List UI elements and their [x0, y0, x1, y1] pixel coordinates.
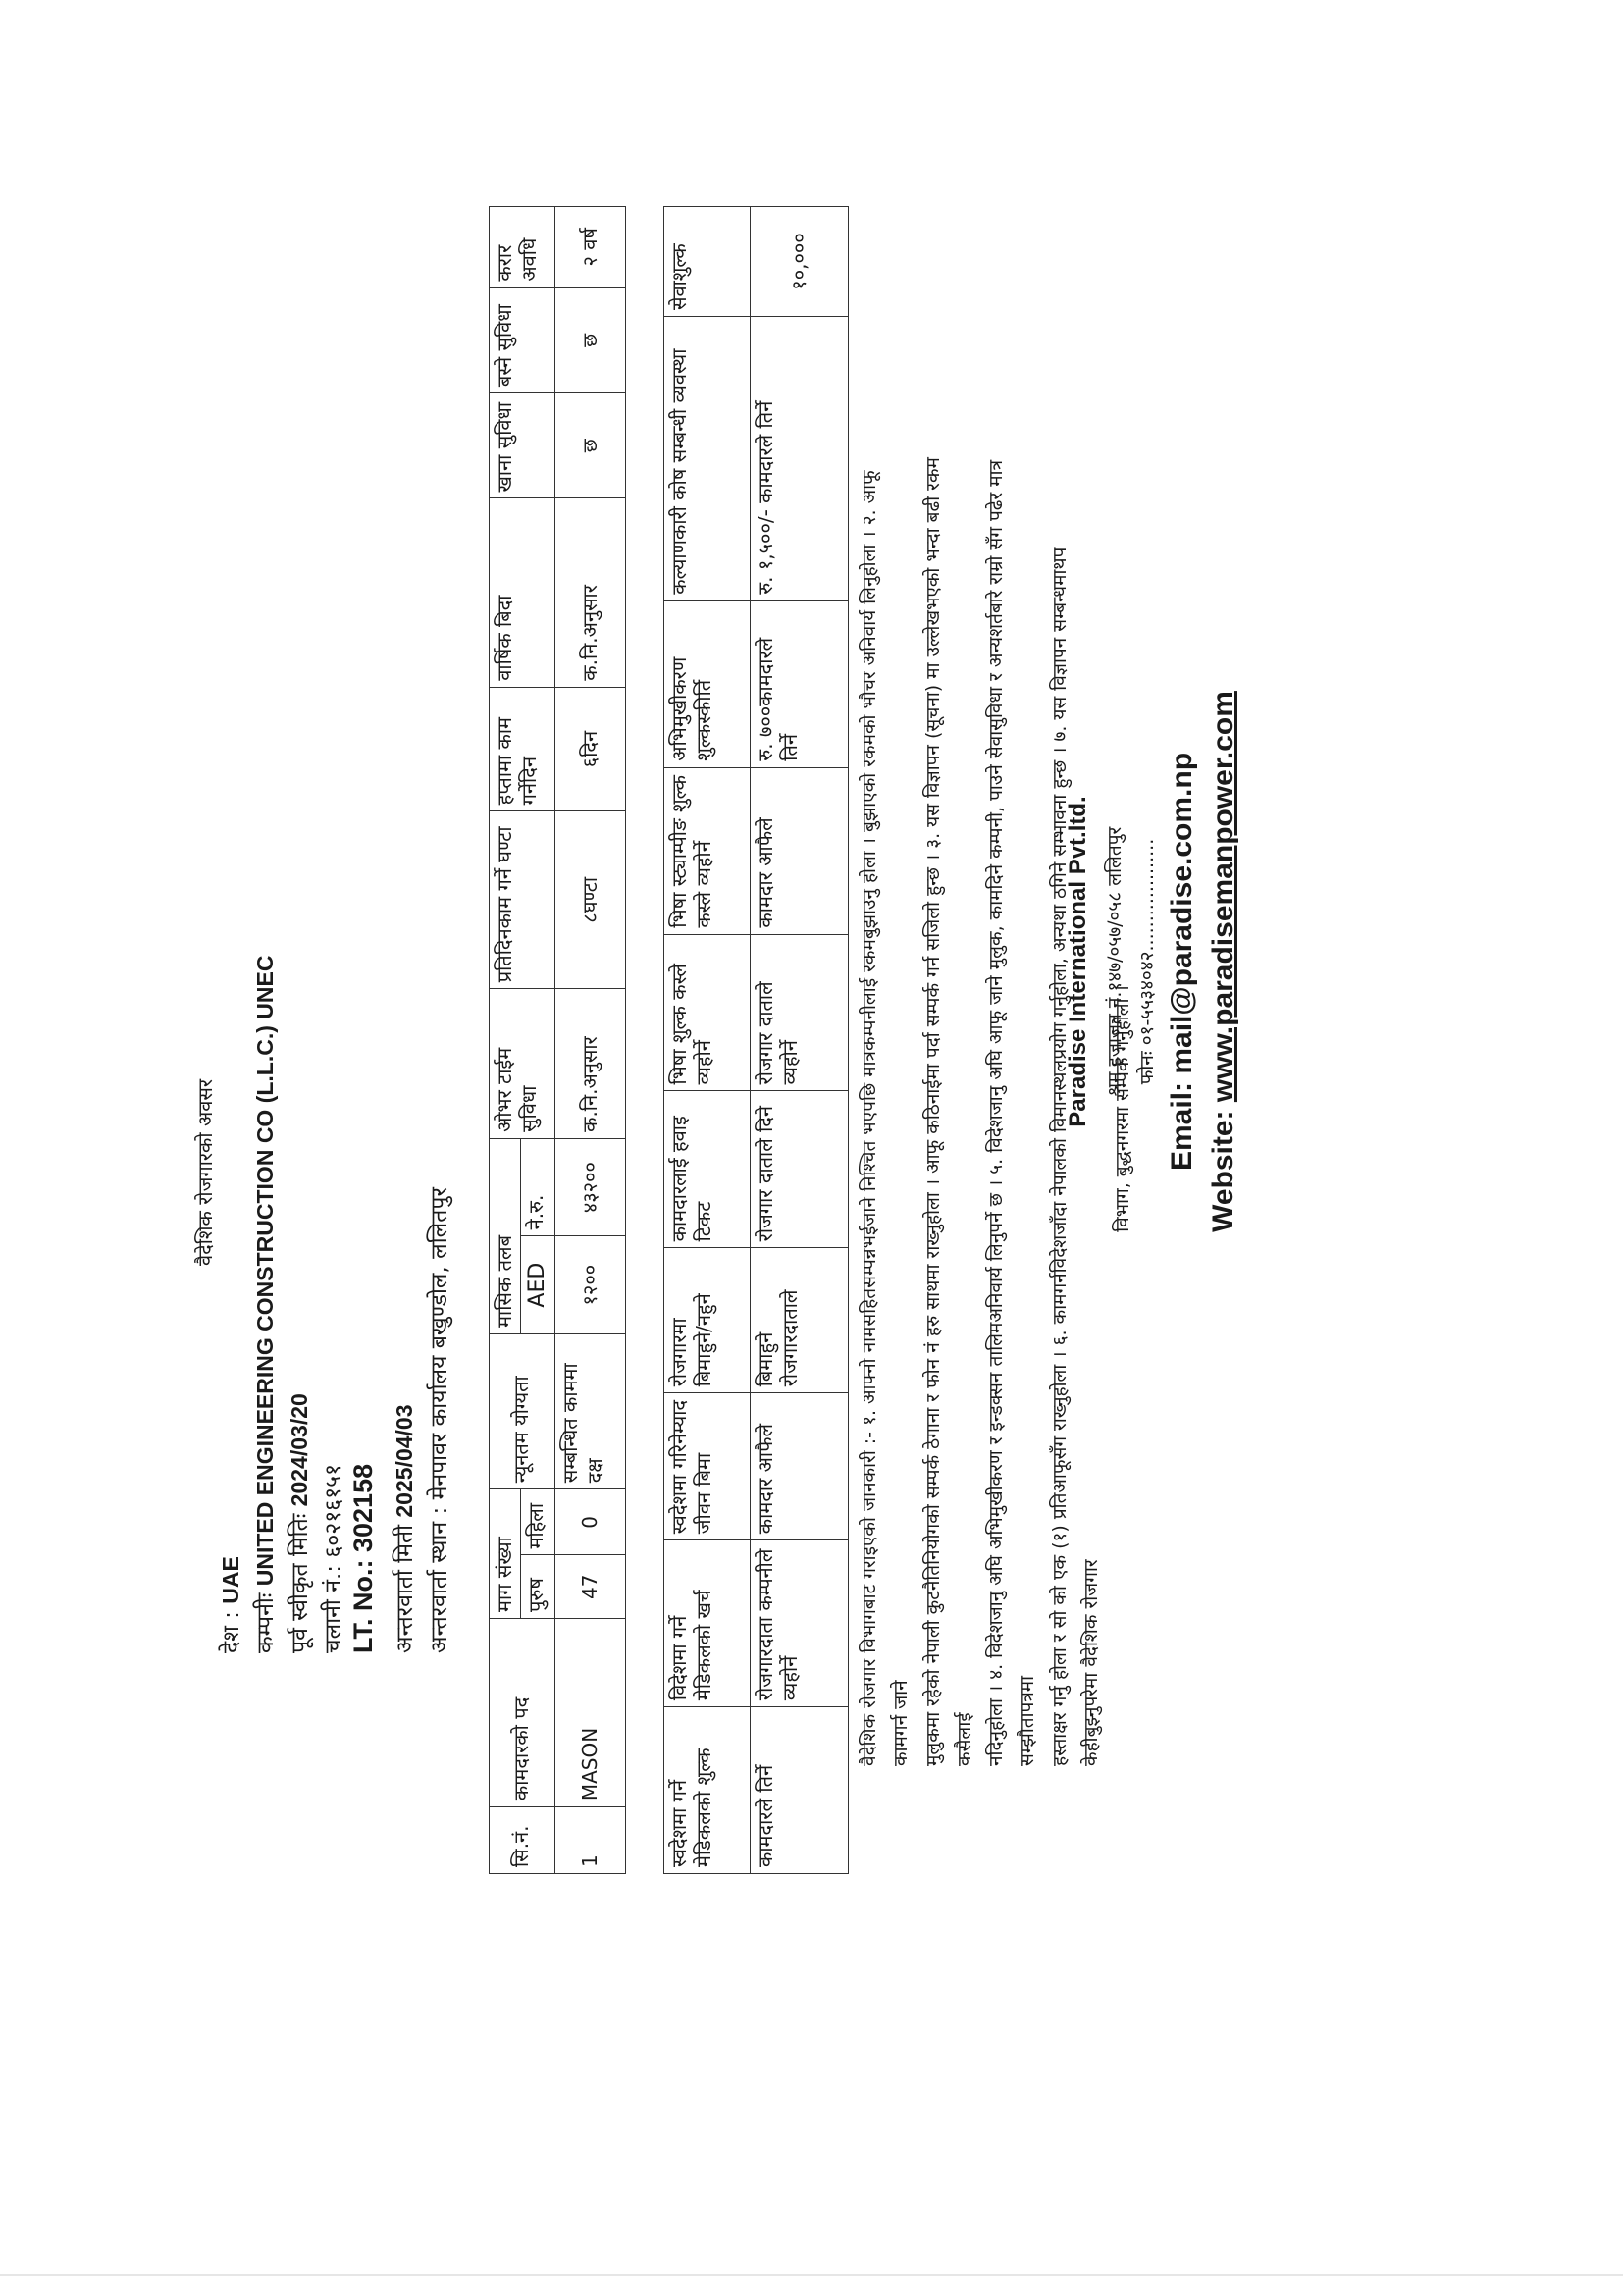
- notice-notes: [854, 451, 1139, 1766]
- cell-post: MASON: [554, 1618, 625, 1806]
- interview-date: 2025/04/03: [392, 1404, 417, 1518]
- country-label: देश :: [219, 1611, 244, 1653]
- note-line: नदिनुहोला । ४. विदेशजानु अघि अभिमुखीकरण र इन्डक्सन तालिमअनिवार्य लिनुपर्ने छ । ५. विदेशजानु अघि आफू जाने मुलुक, कामदिने कम्पनी, पाउने सेवासुविधा र अन्यशर्तबारे राम्रो सँग पढेर मात्र सम्झौतापत्रमा: [985, 459, 1039, 1766]
- cell-weekly-days: ६दिन: [554, 687, 625, 811]
- header-contract: करार अवधि: [490, 207, 555, 288]
- cell-female: 0: [554, 1489, 625, 1555]
- agency-license: श्रम इजाजत नं.१४७/०५७/०५८ ललितपुर: [1104, 826, 1126, 1097]
- fees-value-cell: कामदार आफैले: [751, 1393, 849, 1540]
- header-post: कामदारको पद: [490, 1618, 555, 1806]
- note-line: मुलुकमा रहेको नेपाली कुटनैतिनियोगको सम्पर्क ठेगाना र फोन नं हरु साथमा राख्नुहोला । आफू कठिनाईमा पर्दा सम्पर्क गर्न सजिलो हुन्छ । ३. यस विज्ञापन (सूचना) मा उल्लेखभएको भन्दा बढी रकम कसैलाई: [921, 457, 975, 1766]
- cell-accommodation: छ: [554, 287, 625, 392]
- fees-value-cell: रु. १,५००/- कामदारले तिर्ने: [751, 317, 849, 601]
- cell-overtime: क.नि.अनुसार: [554, 989, 625, 1139]
- cell-male: 47: [554, 1555, 625, 1618]
- fees-value-row: [751, 207, 849, 1874]
- approval-date: 2024/03/20: [287, 1393, 312, 1507]
- header-accommodation: बस्ने सुविधा: [490, 287, 555, 392]
- website-label: Website:: [1207, 1110, 1239, 1232]
- page-fold-line: [0, 2274, 1623, 2276]
- header-overtime: ओभर टाईम सुविधा: [490, 989, 555, 1139]
- agency-email: Email: mail@paradise.com.np: [1166, 752, 1198, 1172]
- cell-daily-hours: ८घण्टा: [554, 811, 625, 989]
- fees-header-cell: विदेशमा गर्ने मेडिकलको खर्च: [664, 1540, 751, 1707]
- fees-value-cell: कामदार आफैले: [751, 767, 849, 934]
- agency-name: Paradise International Pvt.ltd.: [1065, 796, 1091, 1127]
- country-line: [214, 1556, 245, 1653]
- cell-sn: 1: [554, 1807, 625, 1874]
- fees-header-cell: कामदारलाई हवाइ टिकट: [664, 1091, 751, 1248]
- header-qualification: न्यूनतम योग्यता: [490, 1333, 555, 1488]
- job-table: [489, 206, 626, 1874]
- approval-label: पूर्व स्वीकृत मितिः: [288, 1513, 313, 1653]
- note-line: विभाग, बुद्धनगरमा सम्पर्क गर्नुहोला ।: [1112, 985, 1134, 1232]
- agency-phone: फोनः ०१-५५३४०४२...................: [1136, 838, 1158, 1085]
- agency-website: [1207, 687, 1240, 1236]
- company-label: कम्पनीः: [253, 1592, 279, 1653]
- header-annual-leave: वार्षिक बिदा: [490, 498, 555, 687]
- table-header-row: [490, 207, 521, 1874]
- note-line: हस्ताक्षर गर्नु होला र सो को एक (१) प्रतिआफूसँग राख्नुहोला । ६. कामगर्नविदेशजाँदा नेपालको विमानस्थलप्रयोग गर्नुहोला, अन्यथा ठगिने सम्भावना हुन्छ । ७. यस विज्ञापन सम्बन्धमाथप केहीबुझ्नुपरेमा वैदेशिक रोजगार: [1048, 547, 1103, 1766]
- lt-label: LT. No.:: [348, 1559, 378, 1653]
- cell-food: छ: [554, 393, 625, 498]
- company-line: [248, 956, 280, 1653]
- fees-header-cell: भिषा शुल्क कस्ले व्यहोर्ने: [664, 934, 751, 1091]
- country-value: UAE: [218, 1556, 243, 1604]
- lt-number-line: [348, 1464, 379, 1653]
- fees-header-cell: कल्याणकारी कोष सम्बन्धी व्यवस्था: [664, 317, 751, 601]
- heading: वैदेशिक रोजगारको अवसर: [193, 1078, 217, 1266]
- interview-date-line: [388, 1404, 419, 1653]
- dispatch-line: [316, 1464, 347, 1653]
- fees-value-cell: कामदारले तिर्ने: [751, 1707, 849, 1874]
- fees-value-cell: १०,०००: [751, 207, 849, 317]
- dispatch-number: ६०२१६१५१: [321, 1463, 346, 1558]
- fees-value-cell: बिमाहुने रोजगारदाताले: [751, 1248, 849, 1393]
- fees-header-cell: अभिमुखीकरण शुल्कस्कीर्ति: [664, 600, 751, 767]
- fees-header-row: [664, 207, 751, 1874]
- fees-value-cell: रु. ७००कामदारले तिर्ने: [751, 600, 849, 767]
- dispatch-label: चलानी नं.:: [321, 1564, 346, 1653]
- cell-npr: ४३२००: [554, 1138, 625, 1236]
- fees-value-cell: रोजगार दाताले व्यहोर्ने: [751, 934, 849, 1091]
- interview-date-label: अन्तरवार्ता मिती: [393, 1524, 418, 1653]
- fees-header-cell: रोजगारमा बिमाहुने/नहुने: [664, 1248, 751, 1393]
- table-row: [554, 207, 625, 1874]
- header-female: महिला: [521, 1489, 555, 1555]
- lt-number: 302158: [348, 1463, 378, 1552]
- cell-annual-leave: क.नि.अनुसार: [554, 498, 625, 687]
- cell-qualification: सम्बन्धित काममा दक्ष: [554, 1333, 625, 1488]
- fees-header-cell: भिषा स्ट्याम्पीङ शुल्क कस्ले व्यहोर्ने: [664, 767, 751, 934]
- cell-aed: १२००: [554, 1236, 625, 1334]
- header-demand: माग संख्या: [490, 1489, 521, 1619]
- note-line: वैदेशिक रोजगार विभागबाट गराइएको जानकारी :- १. आफ्नो नामसहितसम्पन्नभईजाने निश्चित भएपछि मात्रकम्पनीलाई रकमबुझाउनु होला । बुझाएको रकमको भौचर अनिवार्य लिनुहोला । २. आफू कामगर्न जाने: [859, 470, 913, 1766]
- fees-header-cell: सेवाशुल्क: [664, 207, 751, 317]
- header-aed: AED: [521, 1236, 555, 1334]
- fees-value-cell: रोजगारदाता कम्पनीले व्यहोर्ने: [751, 1540, 849, 1707]
- fees-value-cell: रोजगार दाताले दिने: [751, 1091, 849, 1248]
- website-link[interactable]: www.paradisemanpower.com: [1207, 691, 1239, 1103]
- cell-contract: २ वर्ष: [554, 207, 625, 288]
- header-sn: सि.नं.: [490, 1807, 555, 1874]
- header-male: पुरुष: [521, 1555, 555, 1618]
- fees-table: [663, 206, 849, 1874]
- header-weekly-days: हप्तामा काम गर्नेदिन: [490, 687, 555, 811]
- company-name: UNITED ENGINEERING CONSTRUCTION CO (L.L.C.) UNEC: [252, 955, 278, 1587]
- fees-header-cell: स्वदेशमा गर्ने मेडिकलको शुल्क: [664, 1707, 751, 1874]
- approval-line: [283, 1393, 314, 1653]
- header-npr: ने.रु.: [521, 1138, 555, 1236]
- header-food: खाना सुविधा: [490, 393, 555, 498]
- header-daily-hours: प्रतिदिनकाम गर्ने घण्टा: [490, 811, 555, 989]
- fees-header-cell: स्वदेशमा गरिनेम्याद जीवन बिमा: [664, 1393, 751, 1540]
- header-salary: मासिक तलब: [490, 1138, 521, 1333]
- interview-place: अन्तरवार्ता स्थान : मेनपावर कार्यालय बखुण्डोल, ललितपुर: [427, 1187, 452, 1653]
